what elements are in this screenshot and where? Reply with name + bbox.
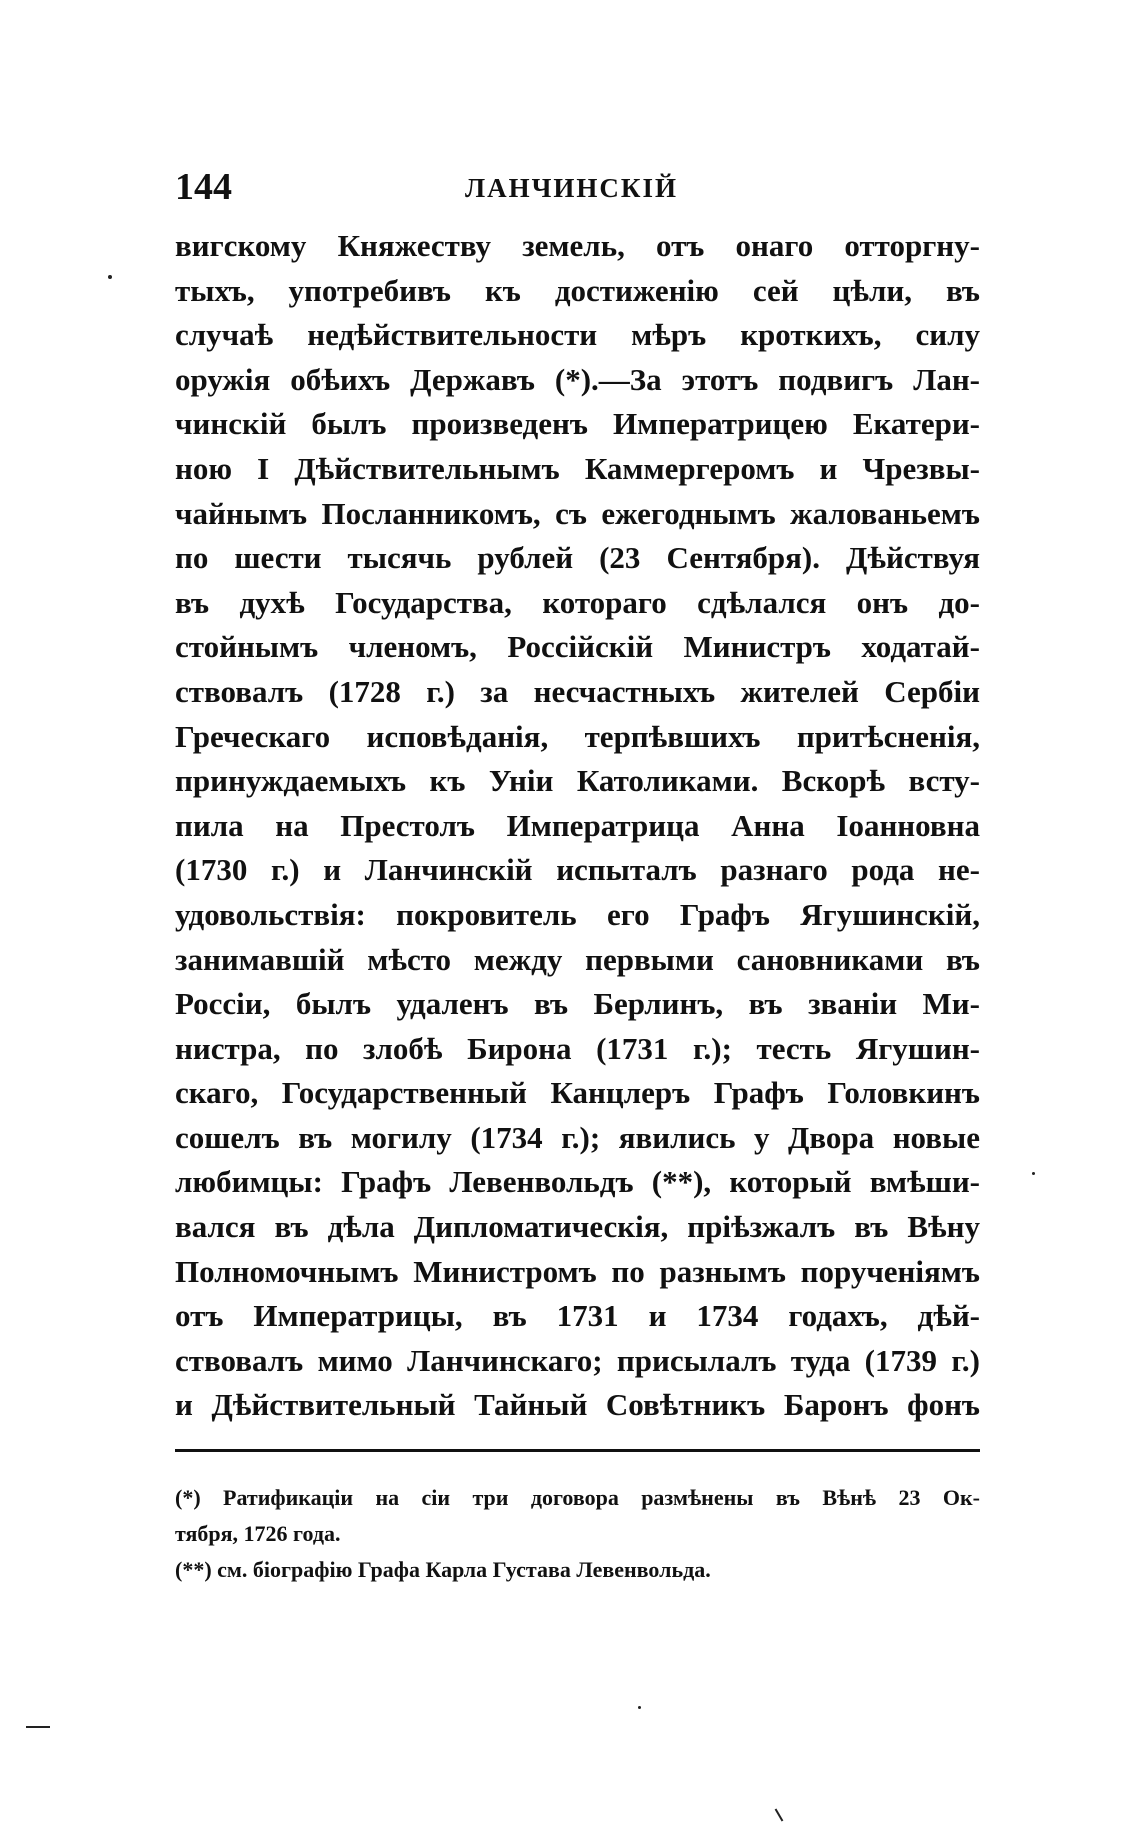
footnote-1-line-1: (*) Ратификаціи на сіи три договора размѣнены въ Вѣнѣ 23 Ок- [175, 1485, 980, 1510]
text-line: отъ Императрицы, въ 1731 и 1734 годахъ, дѣй- [175, 1298, 980, 1334]
text-line: вигскому Княжеству земель, отъ онаго отторгну- [175, 228, 980, 263]
text-line: ствовалъ мимо Ланчинскаго; присылалъ туда (1739 г.) [175, 1342, 980, 1378]
text-line: оружія обѣихъ Державъ (*).—За этотъ подвигъ Лан- [175, 361, 980, 397]
text-line: въ духѣ Государства, котораго сдѣлался онъ до- [175, 584, 980, 620]
text-line: ною I Дѣйствительнымъ Каммергеромъ и Чрезвы- [175, 450, 980, 486]
running-title: ЛАНЧИНСКІЙ [465, 173, 679, 203]
page-number: 144 [175, 166, 232, 208]
scan-speck [26, 1726, 50, 1728]
scan-speck [775, 1808, 784, 1821]
text-line: скаго, Государственный Канцлеръ Графъ Головкинъ [175, 1075, 980, 1111]
footnotes [175, 1480, 980, 1588]
footnote-1-line-2: тября, 1726 года. [175, 1521, 341, 1546]
scan-speck [638, 1706, 641, 1709]
text-line: чинскій былъ произведенъ Императрицею Екатери- [175, 406, 980, 442]
text-line: принуждаемыхъ къ Уніи Католиками. Вскорѣ всту- [175, 763, 980, 799]
text-line: Греческаго исповѣданія, терпѣвшихъ притѣсненія, [175, 718, 980, 754]
text-line: нистра, по злобѣ Бирона (1731 г.); тесть Ягушин- [175, 1030, 980, 1066]
text-line: сошелъ въ могилу (1734 г.); явились у Двора новые [175, 1119, 980, 1155]
body-text [175, 224, 980, 1428]
text-line: (1730 г.) и Ланчинскій испыталъ разнаго рода не- [175, 852, 980, 888]
text-line: вался въ дѣла Дипломатическія, пріѣзжалъ въ Вѣну [175, 1209, 980, 1245]
text-line: тыхъ, употребивъ къ достиженію сей цѣли, въ [175, 272, 980, 308]
text-line: пила на Престолъ Императрица Анна Іоанновна [175, 807, 980, 843]
text-line: удовольствія: покровитель его Графъ Ягушинскій, [175, 896, 980, 932]
footnote-2: (**) см. біографію Графа Карла Густава Левенвольда. [175, 1557, 711, 1582]
text-line: ствовалъ (1728 г.) за несчастныхъ жителей Сербіи [175, 673, 980, 709]
footnote-divider [175, 1449, 980, 1452]
scan-speck [108, 275, 112, 279]
text-line: чайнымъ Посланникомъ, съ ежегоднымъ жалованьемъ [175, 495, 980, 531]
text-line: занимавшій мѣсто между первыми сановниками въ [175, 941, 980, 977]
text-line: случаѣ недѣйствительности мѣръ кроткихъ, силу [175, 317, 980, 353]
running-head [175, 162, 980, 212]
text-line: любимцы: Графъ Левенвольдъ (**), который вмѣши- [175, 1164, 980, 1200]
text-line: Полномочнымъ Министромъ по разнымъ порученіямъ [175, 1253, 980, 1289]
scan-speck [1032, 1172, 1035, 1175]
text-line: стойнымъ членомъ, Россійскій Министръ ходатай- [175, 629, 980, 665]
text-line: и Дѣйствительный Тайный Совѣтникъ Баронъ фонъ [175, 1387, 980, 1423]
text-line: Россіи, былъ удаленъ въ Берлинъ, въ званіи Ми- [175, 986, 980, 1022]
text-line: по шести тысячь рублей (23 Сентября). Дѣйствуя [175, 540, 980, 576]
